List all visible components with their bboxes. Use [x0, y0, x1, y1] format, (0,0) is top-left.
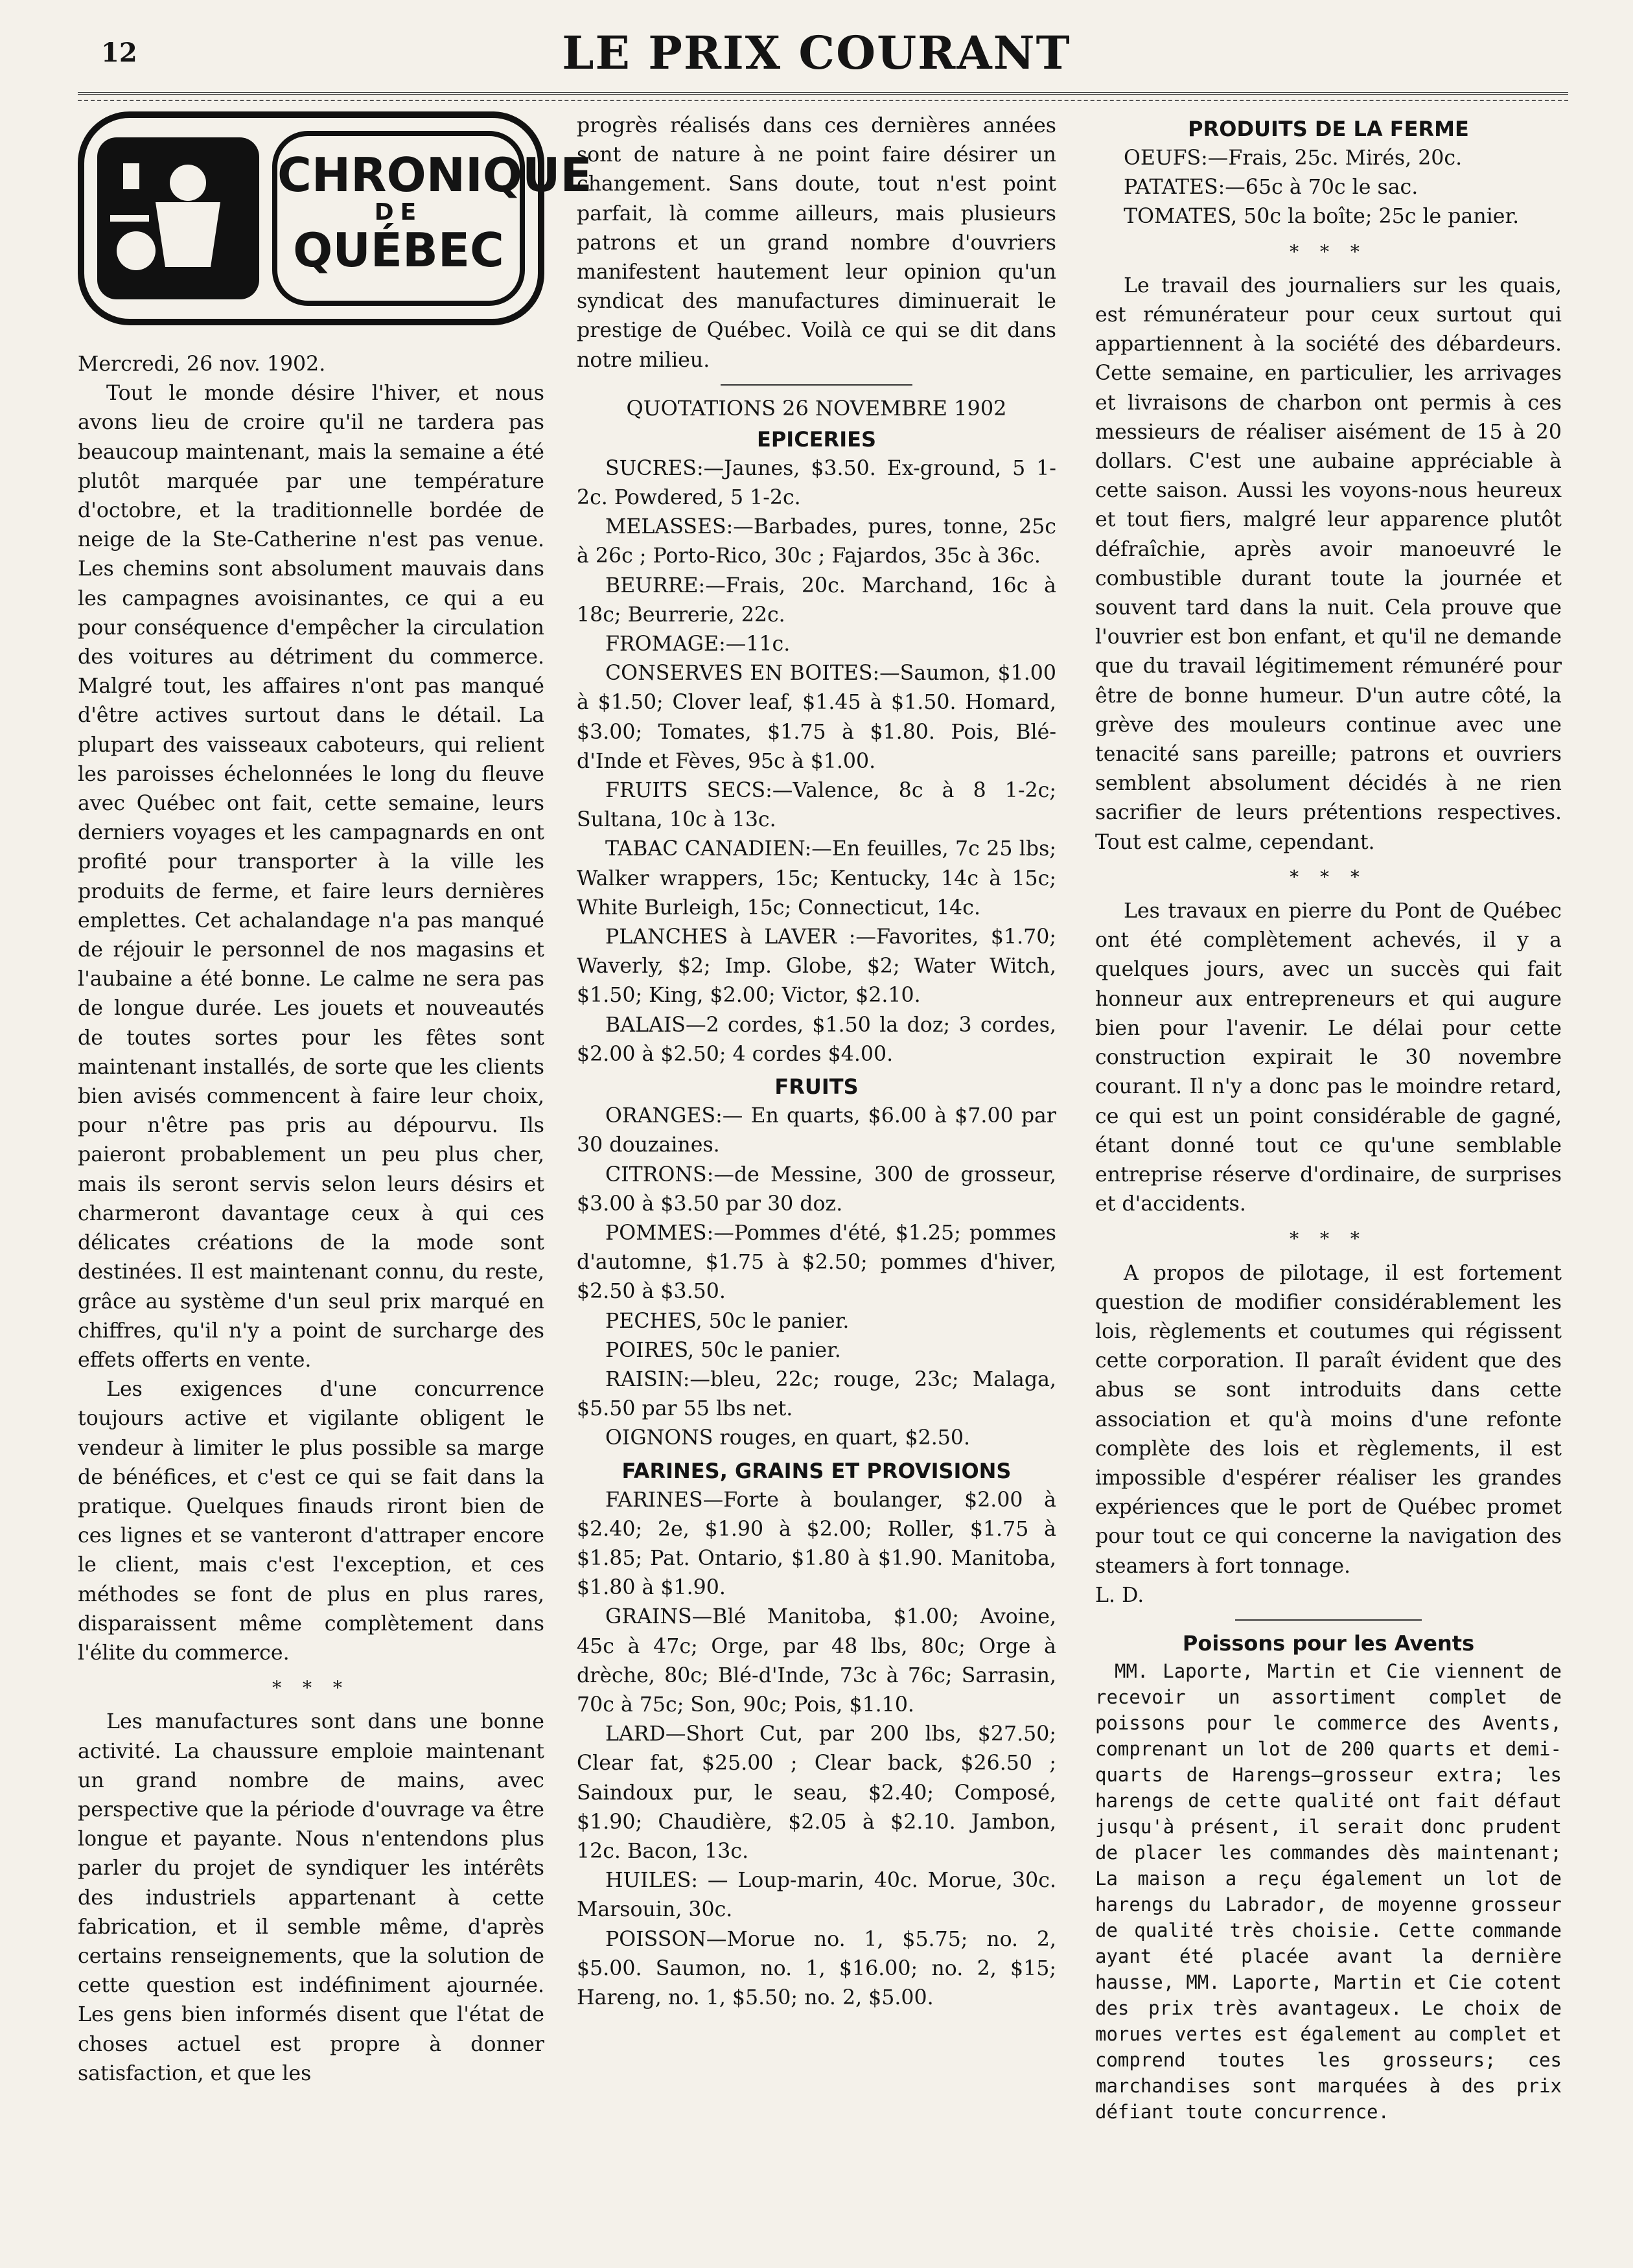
paragraph: Les manufactures sont dans une bonne activité. La chaussure emploie maintenant un grand nombre de mains, avec perspective que la période d'ouvrage va être longue et payante. Nous n'entendons plus parler du projet de syndiquer les intérêts des industriels appartenant à cette fabrication, et il semble même, d'après certains renseignements, que la solution de cette question est indéfiniment ajournée. Les gens bien informés disent que l'état de choses actuel est propre à donner satisfaction, et que les — [78, 1710, 544, 2085]
masthead: LE PRIX COURANT — [562, 26, 1071, 80]
dateline: Mercredi, 26 nov. 1902. — [78, 353, 326, 376]
paragraph: progrès réalisés dans ces dernières années sont de nature à ne point faire désirer un changement. Sans doute, tout n'est point parfait, là comme ailleurs, mais plusieurs patrons et un grand nombre d'ouvriers manifestent hautement leur opinion qu'un syndicat des manufactures diminuerait le prestige de Québec. Voilà ce qui se dit dans notre milieu. — [577, 114, 1056, 372]
price-entry: POIRES, 50c le panier. — [605, 1338, 841, 1362]
price-entry: GRAINS—Blé Manitoba, $1.00; Avoine, 45c à 47c; Orge, par 48 lbs, 80c; Orge à drèche, 80c; Blé-d'Inde, 73c à 76c; Sarrasin, 70c à 75c; Son, 90c; Pois, $1.10. — [577, 1605, 1056, 1717]
section-heading: FRUITS — [774, 1074, 859, 1100]
page-number: 12 — [101, 38, 137, 68]
price-entry: OIGNONS rouges, en quart, $2.50. — [605, 1426, 971, 1450]
paragraph: Tout le monde désire l'hiver, et nous avons lieu de croire qu'il ne tardera pas beaucoup maintenant, mais la semaine a été plutôt marquée par une température d'octobre, et la traditionnelle bordée de neige de la Ste-Catherine n'est pas venue. Les chemins sont absolument mauvais dans les campagnes avoisinantes, ce qui a eu pour conséquence d'empêcher la circulation des voitures au détriment du commerce. Malgré tout, les affaires n'ont pas manqué d'être actives surtout dans le détail. La plupart des vaisseaux caboteurs, qui relient les paroisses échelonnées le long du fleuve avec Québec ont fait, cette semaine, leurs derniers voyages et les campagnards en ont profité pour transporter à la ville les produits de ferme, et faire leurs dernières emplettes. Cet achalandage n'a pas manqué de réjouir le personnel de nos magasins et l'aubaine a été bonne. Le calme ne sera pas de longue durée. Les jouets et nouveautés de toutes sortes pour les fêtes sont maintenant installés, de sorte que les clients bien avisés commencent à faire leur choix, pour n'être pas pris au dépourvu. Ils paieront probablement un peu plus cher, mais ils seront servis selon leurs désirs et charmeront davantage ceux à qui ces délicates créations de la mode sont destinées. Il est maintenant connu, du reste, grâce au système d'un seul prix marqué en chiffres, qu'il n'y a point de surcharge des effets offerts en vente. — [78, 382, 544, 1372]
logo-line-1: CHRONIQUE — [277, 148, 592, 202]
divider — [721, 384, 912, 386]
signature: L. D. — [1095, 1583, 1144, 1607]
divider — [1235, 1619, 1422, 1621]
price-entry: CITRONS:—de Messine, 300 de grosseur, $3.00 à $3.50 par 30 doz. — [577, 1163, 1056, 1216]
price-entry: POISSON—Morue no. 1, $5.75; no. 2, $5.00. Saumon, no. 1, $16.00; no. 2, $15; Hareng, no. 1, $5.50; no. 2, $5.00. — [577, 1927, 1056, 2009]
section-separator: * * * — [272, 1677, 350, 1699]
logo-line-3: QUÉBEC — [293, 223, 504, 277]
price-entry: PLANCHES à LAVER :—Favorites, $1.70; Waverly, $2; Imp. Globe, $2; Water Witch, $1.50; King, $2.00; Victor, $2.10. — [577, 925, 1056, 1008]
paragraph: A propos de pilotage, il est fortement question de modifier considérablement les lois, règlements et coutumes qui régissent cette corporation. Il paraît évident que des abus se sont introduits dans cette association et qu'à moins d'une refonte complète des lois et règlements, il est impossible d'espérer réaliser les grandes expériences que le port de Québec promet pour tout ce qui concerne la navigation des steamers à fort tonnage. — [1095, 1261, 1562, 1578]
article-heading: Poissons pour les Avents — [1182, 1630, 1475, 1656]
price-entry: TOMATES, 50c la boîte; 25c le panier. — [1124, 205, 1520, 229]
price-entry: PATATES:—65c à 70c le sac. — [1124, 176, 1419, 200]
section-heading: EPICERIES — [756, 426, 876, 452]
price-entry: FARINES—Forte à boulanger, $2.00 à $2.40; 2e, $1.90 à $2.00; Roller, $1.75 à $1.85; Pat. Ontario, $1.80 à $1.90. Manitoba, $1.80 à $1.90. — [577, 1488, 1056, 1600]
price-entry: HUILES: — Loup-marin, 40c. Morue, 30c. Marsouin, 30c. — [577, 1869, 1056, 1922]
paragraph: Les exigences d'une concurrence toujours active et vigilante obligent le vendeur à limiter le plus possible sa marge de bénéfices, et c'est ce qui se fait dans la pratique. Quelques finauds riront bien de ces lignes et se vanteront d'attraper encore le client, mais c'est l'exception, et ces méthodes se font de plus en plus rares, disparaissent même complètement dans l'élite du commerce. — [78, 1378, 544, 1665]
paragraph: Le travail des journaliers sur les quais, est rémunérateur pour ceux surtout qui appartiennent à la société des débardeurs. Cette semaine, en particulier, les arrivages et livraisons de charbon ont permis à ces messieurs de réaliser aisément de 15 à 20 dollars. C'est une aubaine appréciable à cette saison. Aussi les voyons-nous heureux et tout fiers, malgré leur apparence plutôt défraîchie, après avoir manoeuvré le combustible durant toute la journée et souvent tard dans la nuit. Cela prouve que l'ouvrier est bon enfant, et qu'il ne demande que du travail légitimement rémunéré pour être de bonne humeur. D'un autre côté, la grève des mouleurs continue avec une tenacité sans pareille; patrons et ouvriers semblent absolument décidés à ne rien sacrifier de leurs prétentions respectives. Tout est calme, cependant. — [1095, 273, 1562, 854]
paragraph: MM. Laporte, Martin et Cie viennent de recevoir un assortiment complet de poissons pour le commerce des Avents, comprenant un lot de 200 quarts et demi-quarts de Harengs—grosseur extra; les harengs de cette qualité ont fait défaut jusqu'à présent, il serait donc prudent de placer les commandes dès maintenant; La maison a reçu également un lot de harengs du Labrador, de moyenne grosseur de qualité très choisie. Cette commande ayant été placée avant la dernière hausse, MM. Laporte, Martin et Cie cotent des prix très avantageux. Le choix de morues vertes est également au complet et comprend toutes les grosseurs; ces marchandises sont marquées à des prix défiant toute concurrence. — [1095, 1660, 1562, 2123]
price-entry: MELASSES:—Barbades, pures, tonne, 25c à 26c ; Porto-Rico, 30c ; Fajardos, 35c à 36c. — [577, 515, 1056, 568]
figure-illustration-icon — [97, 137, 259, 299]
logo-title — [272, 131, 592, 306]
price-entry: BALAIS—2 cordes, $1.50 la doz; 3 cordes, $2.00 à $2.50; 4 cordes $4.00. — [577, 1013, 1056, 1066]
price-entry: RAISIN:—bleu, 22c; rouge, 23c; Malaga, $5.50 par 55 lbs net. — [577, 1367, 1056, 1421]
section-heading: FARINES, GRAINS ET PROVISIONS — [621, 1458, 1012, 1483]
price-entry: FROMAGE:—11c. — [605, 632, 791, 656]
price-entry: SUCRES:—Jaunes, $3.50. Ex-ground, 5 1-2c. Powdered, 5 1-2c. — [577, 456, 1056, 510]
price-entry: OEUFS:—Frais, 25c. Mirés, 20c. — [1124, 146, 1463, 170]
paragraph: Les travaux en pierre du Pont de Québec ont été complètement achevés, il y a quelques jours, avec un succès qui fait honneur aux entrepreneurs et qui augure bien pour l'avenir. Le délai pour cette construction expirait le 30 novembre courant. Il n'y a donc pas le moindre retard, ce qui est un point considérable de gagné, étant donné tout ce qu'une semblable entreprise réserve d'ordinaire, de surprises et d'accidents. — [1095, 899, 1562, 1216]
section-heading: PRODUITS DE LA FERME — [1188, 117, 1469, 141]
chronique-logo — [78, 111, 592, 325]
header-rule — [78, 92, 1568, 101]
price-entry: FRUITS SECS:—Valence, 8c à 8 1-2c; Sultana, 10c à 13c. — [577, 779, 1056, 832]
price-entry: CONSERVES EN BOITES:—Saumon, $1.00 à $1.50; Clover leaf, $1.45 à $1.50. Homard, $3.00; Tomates, $1.75 à $1.80. Pois, Blé-d'Inde et Fèves, 95c à $1.00. — [577, 662, 1056, 773]
section-separator: * * * — [1290, 1228, 1367, 1250]
article-body — [1095, 1658, 1562, 2125]
section-separator: * * * — [1290, 866, 1367, 888]
quotations-title: QUOTATIONS 26 NOVEMBRE 1902 — [626, 395, 1007, 421]
price-entry: BEURRE:—Frais, 20c. Marchand, 16c à 18c; Beurrerie, 22c. — [577, 573, 1056, 627]
column-1 — [78, 111, 592, 2089]
column-2 — [577, 111, 1056, 2013]
price-entry: TABAC CANADIEN:—En feuilles, 7c 25 lbs; Walker wrappers, 15c; Kentucky, 14c à 15c; White Burleigh, 15c; Connecticut, 14c. — [577, 837, 1056, 920]
logo-line-2: DE — [374, 199, 423, 226]
price-entry: POMMES:—Pommes d'été, $1.25; pommes d'automne, $1.75 à $2.50; pommes d'hiver, $2.50 à $3.50. — [577, 1221, 1056, 1304]
section-separator: * * * — [1290, 240, 1367, 262]
column-3 — [1095, 111, 1562, 2125]
price-entry: PECHES, 50c le panier. — [605, 1309, 850, 1333]
price-entry: LARD—Short Cut, par 200 lbs, $27.50; Clear fat, $25.00 ; Clear back, $26.50 ; Saindoux pur, le seau, $2.40; Composé, $1.90; Chaudière, $2.05 à $2.10. Jambon, 12c. Bacon, 13c. — [577, 1722, 1056, 1863]
price-entry: ORANGES:— En quarts, $6.00 à $7.00 par 30 douzaines. — [577, 1104, 1056, 1157]
